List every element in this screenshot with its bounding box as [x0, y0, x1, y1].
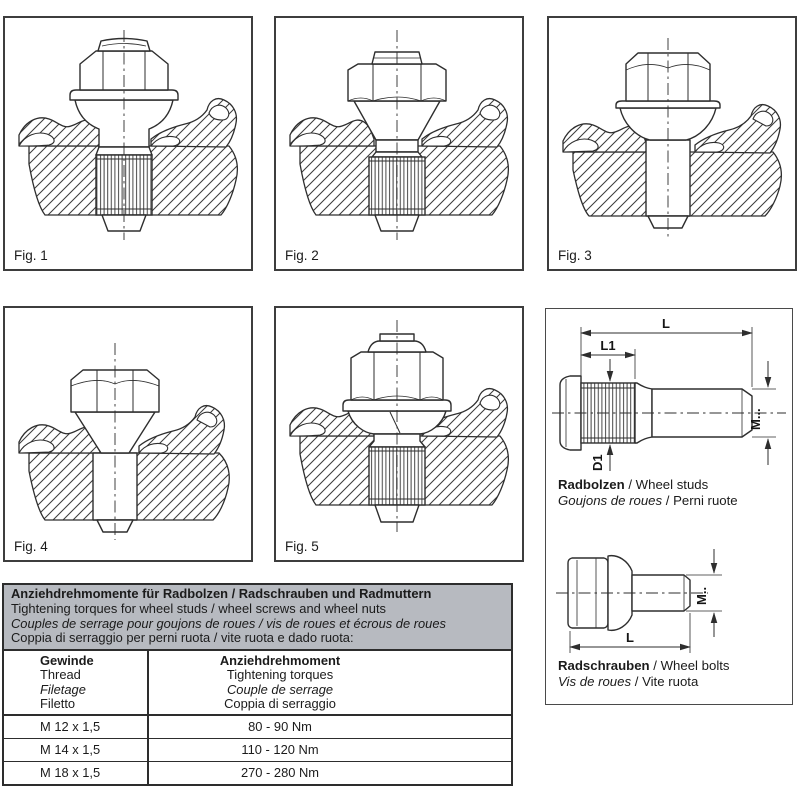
torque-table-title [2, 583, 513, 651]
torque-table-title-en: Tightening torques for wheel studs / wheel screws and wheel nuts [11, 600, 386, 616]
wheel-stud-caption [558, 477, 738, 508]
figure-5-drawing [276, 308, 522, 560]
figure-4-label: Fig. 4 [14, 539, 48, 554]
dimension-diagrams-box [545, 308, 793, 705]
col-header-thread: Gewinde Thread Filetage Filetto [4, 651, 149, 714]
wheel-bolt-caption-line2: Vis de roues / Vite ruota [558, 673, 699, 689]
table-row-thread: M 12 x 1,5 [4, 714, 149, 738]
table-row-thread: M 18 x 1,5 [4, 761, 149, 784]
table-row-torque: 110 - 120 Nm [149, 738, 511, 761]
bolt-length-dim-label: L [626, 630, 634, 645]
table-row-thread: M 14 x 1,5 [4, 738, 149, 761]
wheel-stud-caption-line1: Radbolzen / Wheel studs [558, 477, 709, 492]
figure-1-box [3, 16, 253, 271]
figure-4-box [3, 306, 253, 562]
figure-2-label: Fig. 2 [285, 248, 319, 263]
torque-table-title-it: Coppia di serraggio per perni ruota / vite ruota e dado ruota: [11, 630, 354, 646]
wheel-stud-caption-line2: Goujons de roues / Perni ruote [558, 492, 738, 508]
stud-thread-dim-label: M... [748, 408, 763, 430]
table-row-torque: 80 - 90 Nm [149, 714, 511, 738]
wheel-bolt-caption-line1: Radschrauben / Wheel bolts [558, 658, 730, 673]
bolt-thread-dim-label: M.. [694, 586, 709, 605]
stud-length-dim-label: L [662, 316, 670, 331]
torque-table [2, 583, 513, 786]
figure-2-drawing [276, 18, 522, 269]
figure-4-drawing [5, 308, 251, 560]
wheel-stud-drawing [552, 316, 786, 471]
wheel-bolt-drawing [556, 549, 722, 653]
torque-table-title-fr: Couples de serrage pour goujons de roues / vis de roues et écrous de roues [11, 615, 446, 631]
figure-1-drawing [5, 18, 251, 269]
col-header-torque: Anziehdrehmoment Tightening torques Couple de serrage Coppia di serraggio [219, 653, 341, 712]
stud-knurl-length-dim-label: L1 [600, 338, 616, 353]
table-row-torque: 270 - 280 Nm [149, 761, 511, 784]
wheel-bolt-caption [558, 658, 730, 689]
figure-3-label: Fig. 3 [558, 248, 592, 263]
torque-table-body [2, 651, 513, 786]
figure-1-label: Fig. 1 [14, 248, 48, 263]
figure-5-label: Fig. 5 [285, 539, 319, 554]
torque-table-title-de: Anziehdrehmomente für Radbolzen / Radschrauben und Radmuttern [11, 586, 432, 601]
figure-2-box [274, 16, 524, 271]
stud-knurl-diameter-dim-label: D1 [590, 454, 605, 471]
figure-3-box [547, 16, 797, 271]
figure-5-box [274, 306, 524, 562]
figure-3-drawing [549, 18, 795, 269]
